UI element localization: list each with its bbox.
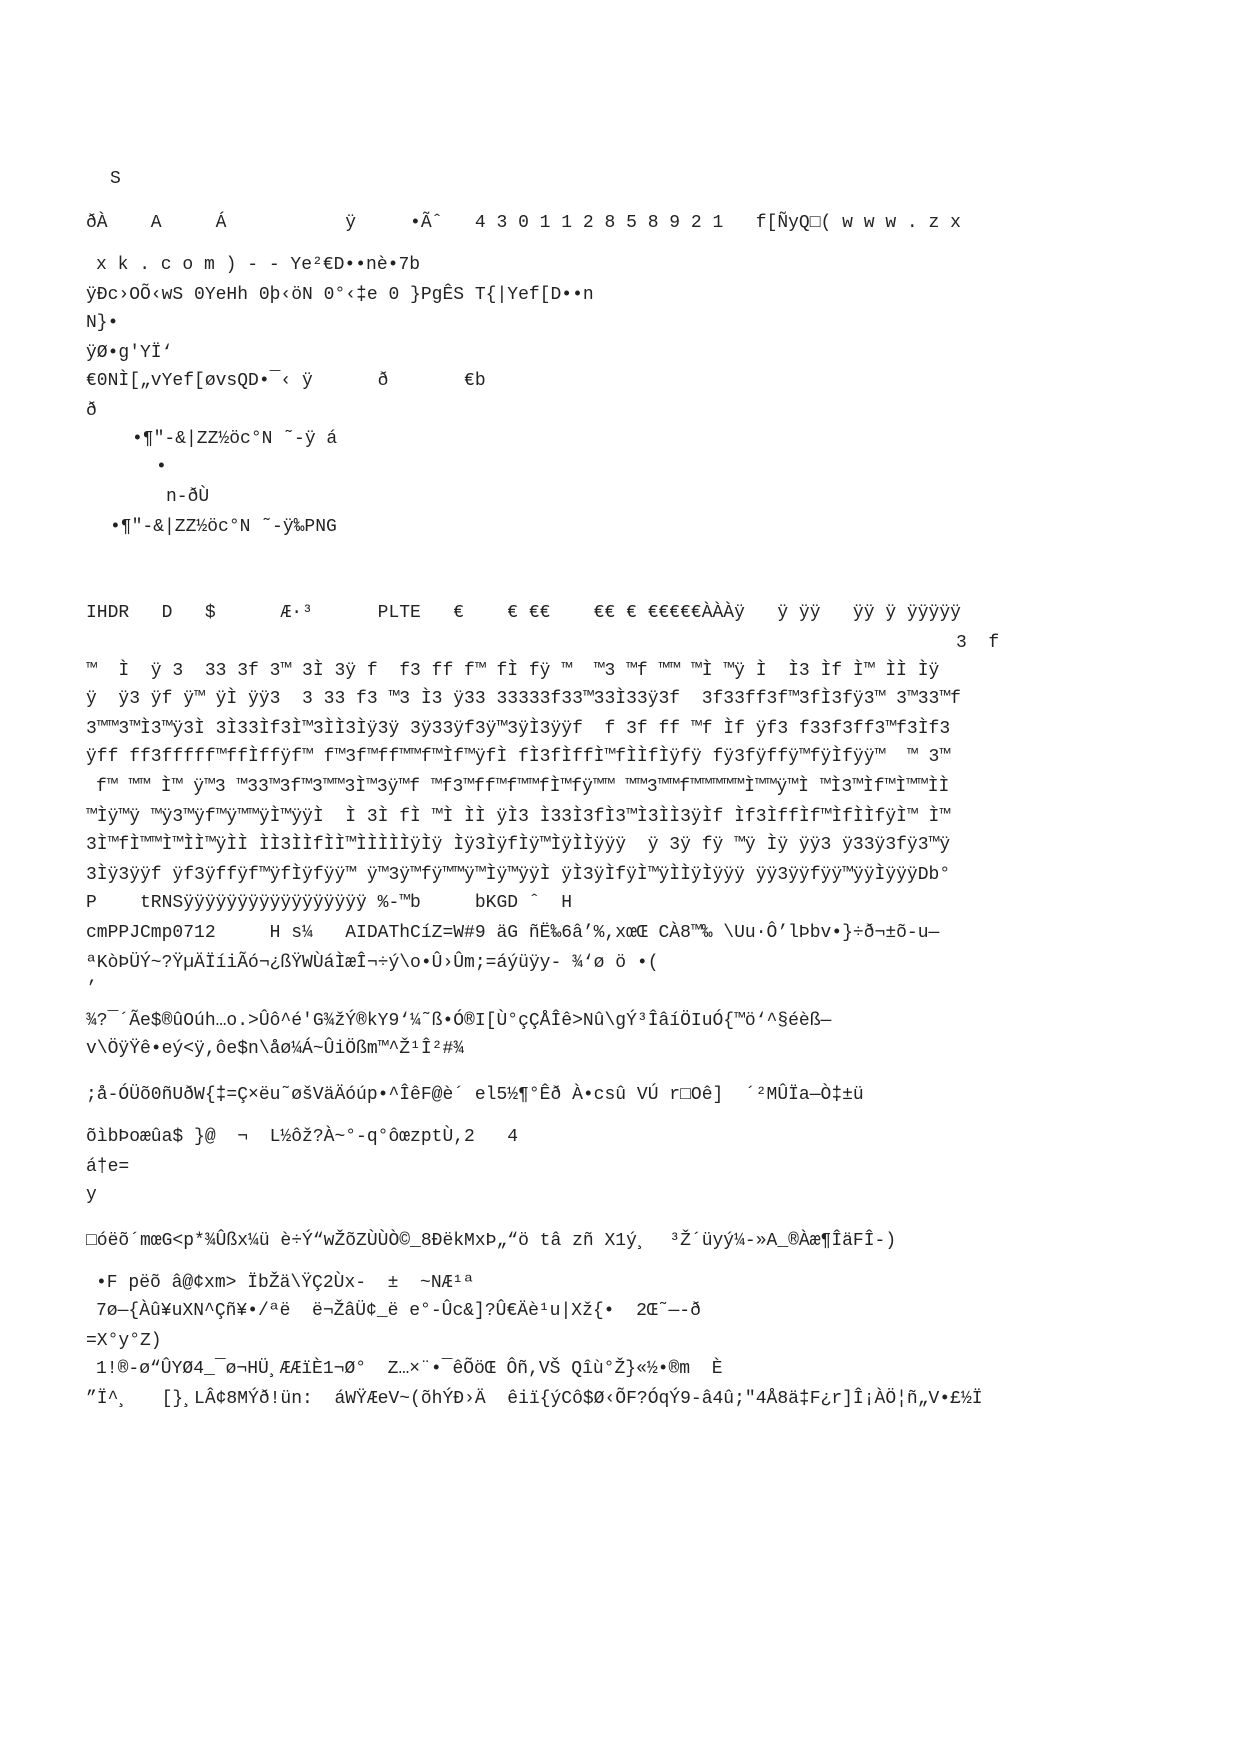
text-line: cmPPJCmp0712 H s¼ AIDAThCíZ=W#9 äG ñË‰6â’%,xœŒ CÀ8™‰ \Uu·Ô’lÞbv•}÷ð¬±õ-u—: [86, 923, 940, 943]
text-line: x k . c o m ) - - Ye²€D••nè•7b: [96, 255, 421, 275]
text-line: f™ ™™ Ì™ ÿ™3 ™33™3f™3™™3Ì™3ÿ™f ™f3™ff™f™™fÌ™fÿ™™ ™™3™™f™™™™™Ì™™ÿ™Ì ™Ì3™Ìf™Ì™™ÌÌ: [96, 777, 950, 797]
text-line: y: [86, 1185, 97, 1205]
text-line: 3Ìÿ3ÿÿf ÿf3ÿffÿf™ÿfÌÿfÿÿ™ ÿ™3ÿ™fÿ™™ÿ™Ìÿ™ÿÿÌ ÿÌ3ÿÌfÿÌ™ÿÌÌÿÌÿÿÿ ÿÿ3ÿÿfÿÿ™ÿÿÌÿÿÿDb°: [86, 865, 951, 885]
text-line: á†e=: [86, 1157, 130, 1177]
text-line: P tRNSÿÿÿÿÿÿÿÿÿÿÿÿÿÿÿÿÿ %-™b bKGD ˆ H: [86, 893, 573, 913]
text-line: ªKòÞÜÝ~?ŸµÄÏíiÃó¬¿ßŸWÙáÌæÎ¬÷ý\o•Û›Ûm;=áýüÿy- ¾‘ø ö •(: [86, 953, 659, 973]
text-line: ;å-ÓÜõ0ñUðW{‡=Ç×ëu˜øšVäÄóúp•^ÎêF@è´ el5½¶°Êð À•csû VÚ r□Oê] ´²MÛÏa—Ò‡±ü: [86, 1085, 864, 1105]
text-line: ð: [86, 401, 97, 421]
text-line: S: [110, 169, 121, 189]
text-line: •F pëõ â@¢xm> ÏbŽä\ŸÇ2Ùx- ± ~NÆ¹ª: [96, 1273, 475, 1293]
text-line: 1!®-ø“ÛYØ4_¯ø¬HÜ¸ÆÆïÈ1¬Ø° Z…×¨•¯êÕöŒ Ôñ,VŠ Qîù°Ž}«½•®m È: [96, 1359, 723, 1379]
text-line: õìbÞoæûa$ }@ ¬ L½ôž?À~°-q°ôœzptÙ,2 4: [86, 1127, 519, 1147]
text-line: •¶"-&|ZZ½öc°N ˜-ÿ‰PNG: [110, 517, 337, 537]
text-line: 3™™3™Ì3™ÿ3Ì 3Ì33Ìf3Ì™3ÌÌ3Ìÿ3ÿ 3ÿ33ÿf3ÿ™3ÿÌ3ÿÿf f 3f ff ™f Ìf ÿf3 f33f3ff3™f3Ìf3: [86, 719, 951, 739]
text-line: 3Ì™fÌ™™Ì™ÌÌ™ÿÌÌ ÌÌ3ÌÌfÌÌ™ÌÌÌÌÌÿÌÿ Ìÿ3ÌÿfÌÿ™ÌÿÌÌÿÿÿ ÿ 3ÿ fÿ ™ÿ Ìÿ ÿÿ3 ÿ33ÿ3fÿ3™ÿ: [86, 835, 951, 855]
text-line: ™ Ì ÿ 3 33 3f 3™ 3Ì 3ÿ f f3 ff f™ fÌ fÿ ™ ™3 ™f ™™ ™Ì ™ÿ Ì Ì3 Ìf Ì™ ÌÌ Ìÿ: [86, 661, 940, 681]
text-line: =X°y°Z): [86, 1331, 162, 1351]
text-line: N}•: [86, 313, 119, 333]
text-line: €0NÌ[„vYef[øvsQD•¯‹ ÿ ð €b: [86, 371, 486, 391]
text-line: 3 f: [956, 633, 1000, 653]
text-line: ¾?¯´Ãe$®ûOúh…o.>Ûô^é'G¾žÝ®kY9‘¼˜ß•Ó®I[Ù°çÇÅÎê>Nû\gÝ³ÎâíÖIuÓ{™ö‘^§éèß—: [86, 1011, 832, 1031]
text-line: ”Ï^¸ [}¸LÂ¢8MÝð!ün: áWŸÆeV~(õhÝÐ›Ä êiï{ýCô$Ø‹ÕF?ÓqÝ9-â4û;"4Å8ä‡F¿r]Î¡ÀÖ¦ñ„V•£½Ï: [86, 1389, 983, 1409]
text-line: •: [156, 457, 167, 477]
text-line: IHDR D $ Æ·³ PLTE € € €€ €€ € €€€€€ÀÀÀÿ ÿ ÿÿ ÿÿ ÿ ÿÿÿÿÿ: [86, 603, 961, 623]
text-line: n-ðÙ: [166, 487, 210, 507]
text-line: □óëõ´mœG<p*¾Ûßx¼ü è÷Ý“wŽõZÙÙÒ©_8ÐëkMxÞ„“ö tâ zñ X1ý¸ ³Ž´üyý¼-»A_®Àæ¶ÎäFÎ-): [86, 1231, 897, 1251]
text-line: •¶"-&|ZZ½öc°N ˜-ÿ á: [132, 429, 338, 449]
text-line: 7ø—{Àû¥uXN^Çñ¥•/ªë ë¬ŽâÜ¢_ë e°-Ûc&]?Û€Äè¹u|Xž{• 2Œ˜—-ð: [96, 1301, 701, 1321]
text-line: v\ÖÿŸê•eý<ÿ,ôe$n\åø¼Á~ÛiÖßm™^Ž¹Î²#¾: [86, 1039, 465, 1059]
text-line: ™Ìÿ™ÿ ™ÿ3™ÿf™ÿ™™ÿÌ™ÿÿÌ Ì 3Ì fÌ ™Ì ÌÌ ÿÌ3 Ì33Ì3fÌ3™Ì3ÌÌ3ÿÌf Ìf3ÌffÌf™ÌfÌÌfÿÌ™ Ì™: [86, 807, 951, 827]
text-line: ðÀ A Á ÿ •Ãˆ 4 3 0 1 1 2 8 5 8 9 2 1 f[ÑyQ□( w w w . z x: [86, 213, 961, 233]
text-line: ’: [86, 979, 97, 999]
text-line: ÿff ff3fffff™ffÌffÿf™ f™3f™ff™™f™Ìf™ÿfÌ fÌ3fÌffÌ™fÌÌfÌÿfÿ fÿ3fÿffÿ™fÿÌfÿÿ™ ™ 3™: [86, 747, 951, 767]
text-line: ÿØ•g'YÏ‘: [86, 343, 173, 363]
text-line: ÿ ÿ3 ÿf ÿ™ ÿÌ ÿÿ3 3 33 f3 ™3 Ì3 ÿ33 33333f33™33Ì33ÿ3f 3f33ff3f™3fÌ3fÿ3™ 3™33™f: [86, 689, 961, 709]
text-line: ÿÐc›OÕ‹wS 0YeHh 0þ‹öN 0°‹‡e 0 }PgÊS T{|Yef[D••n: [86, 285, 594, 305]
